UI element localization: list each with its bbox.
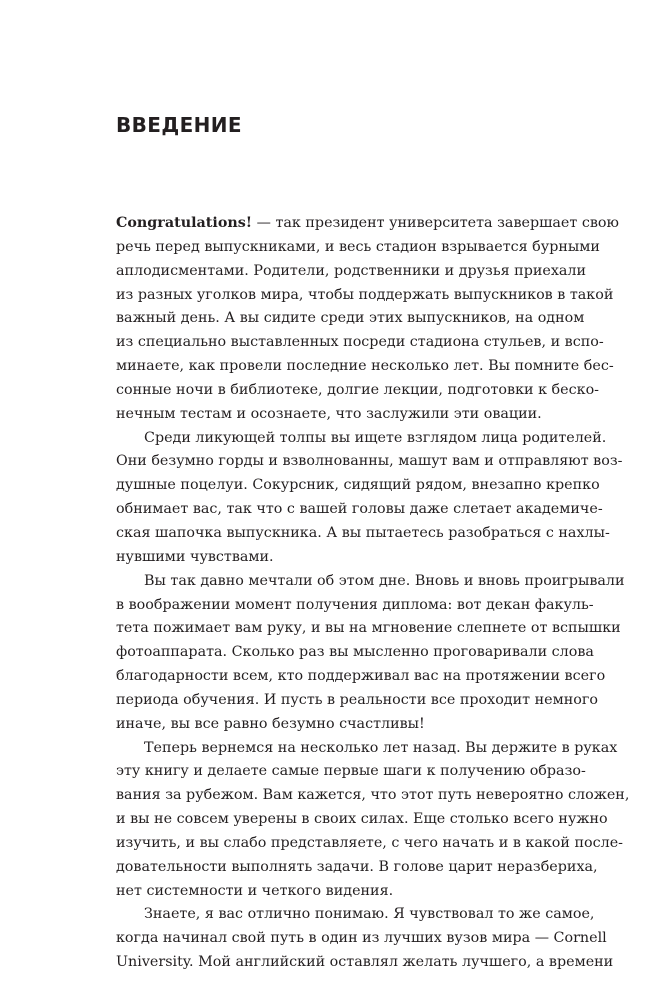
text-line: сонные ночи в библиотеке, долгие лекции, подготовки к беско-: [116, 381, 600, 398]
text-line: из разных уголков мира, чтобы поддержать выпускников в такой: [116, 286, 614, 303]
text-line: аплодисментами. Родители, родственники и друзья приехали: [116, 262, 587, 279]
text-line: Они безумно горды и взволнованны, машут вам и отправляют воз-: [116, 453, 623, 470]
text-line: речь перед выпускниками, и весь стадион взрывается бурными: [116, 238, 600, 255]
text-line: минаете, как провели последние несколько лет. Вы помните бес-: [116, 358, 614, 375]
text-line: ская шапочка выпускника. А вы пытаетесь разобраться с нахлы-: [116, 524, 610, 541]
text-line: нет системности и четкого видения.: [116, 882, 394, 899]
text-line: обнимает вас, так что с вашей головы даже слетает академиче-: [116, 501, 603, 518]
text-line: Вы так давно мечтали об этом дне. Вновь и вновь проигрывали: [144, 572, 625, 589]
line-text: — так президент университета завершает свою: [252, 215, 619, 231]
text-line: Теперь вернемся на несколько лет назад. Вы держите в руках: [144, 739, 618, 756]
text-line: и вы не совсем уверены в своих силах. Еще столько всего нужно: [116, 811, 608, 828]
text-line: важный день. А вы сидите среди этих выпускников, на одном: [116, 310, 585, 327]
text-line: вания за рубежом. Вам кажется, что этот путь невероятно сложен,: [116, 787, 630, 804]
text-line: тета пожимает вам руку, и вы на мгновение слепнете от вспышки: [116, 620, 621, 637]
text-line: довательности выполнять задачи. В голове царит неразбериха,: [116, 858, 598, 875]
text-line: в воображении момент получения диплома: вот декан факуль-: [116, 596, 594, 613]
text-line: University. Мой английский оставлял желать лучшего, а времени: [116, 954, 614, 971]
body-text: [116, 212, 630, 975]
text-line: Знаете, я вас отлично понимаю. Я чувствовал то же самое,: [144, 906, 595, 923]
lead-bold-text: Congratulations!: [116, 215, 253, 231]
text-line: из специально выставленных посреди стадиона стульев, и вспо-: [116, 334, 604, 351]
text-line: фотоаппарата. Сколько раз вы мысленно проговаривали слова: [116, 644, 594, 661]
text-line: нечным тестам и осознаете, что заслужили эти овации.: [116, 405, 542, 422]
text-line: когда начинал свой путь в один из лучших вузов мира — Cornell: [116, 930, 607, 947]
text-line: иначе, вы все равно безумно счастливы!: [116, 715, 425, 732]
text-line: Среди ликующей толпы вы ищете взглядом лица родителей.: [144, 429, 607, 446]
text-line: нувшими чувствами.: [116, 548, 274, 565]
text-line: изучить, и вы слабо представляете, с чего начать и в какой после-: [116, 834, 624, 851]
text-line: эту книгу и делаете самые первые шаги к получению образо-: [116, 763, 586, 780]
chapter-heading: ВВЕДЕНИЕ: [116, 113, 242, 137]
text-line: [116, 212, 619, 236]
text-line: благодарности всем, кто поддерживал вас на протяжении всего: [116, 668, 606, 685]
text-line: периода обучения. И пусть в реальности все проходит немного: [116, 691, 598, 708]
text-line: душные поцелуи. Сокурсник, сидящий рядом, внезапно крепко: [116, 477, 600, 494]
